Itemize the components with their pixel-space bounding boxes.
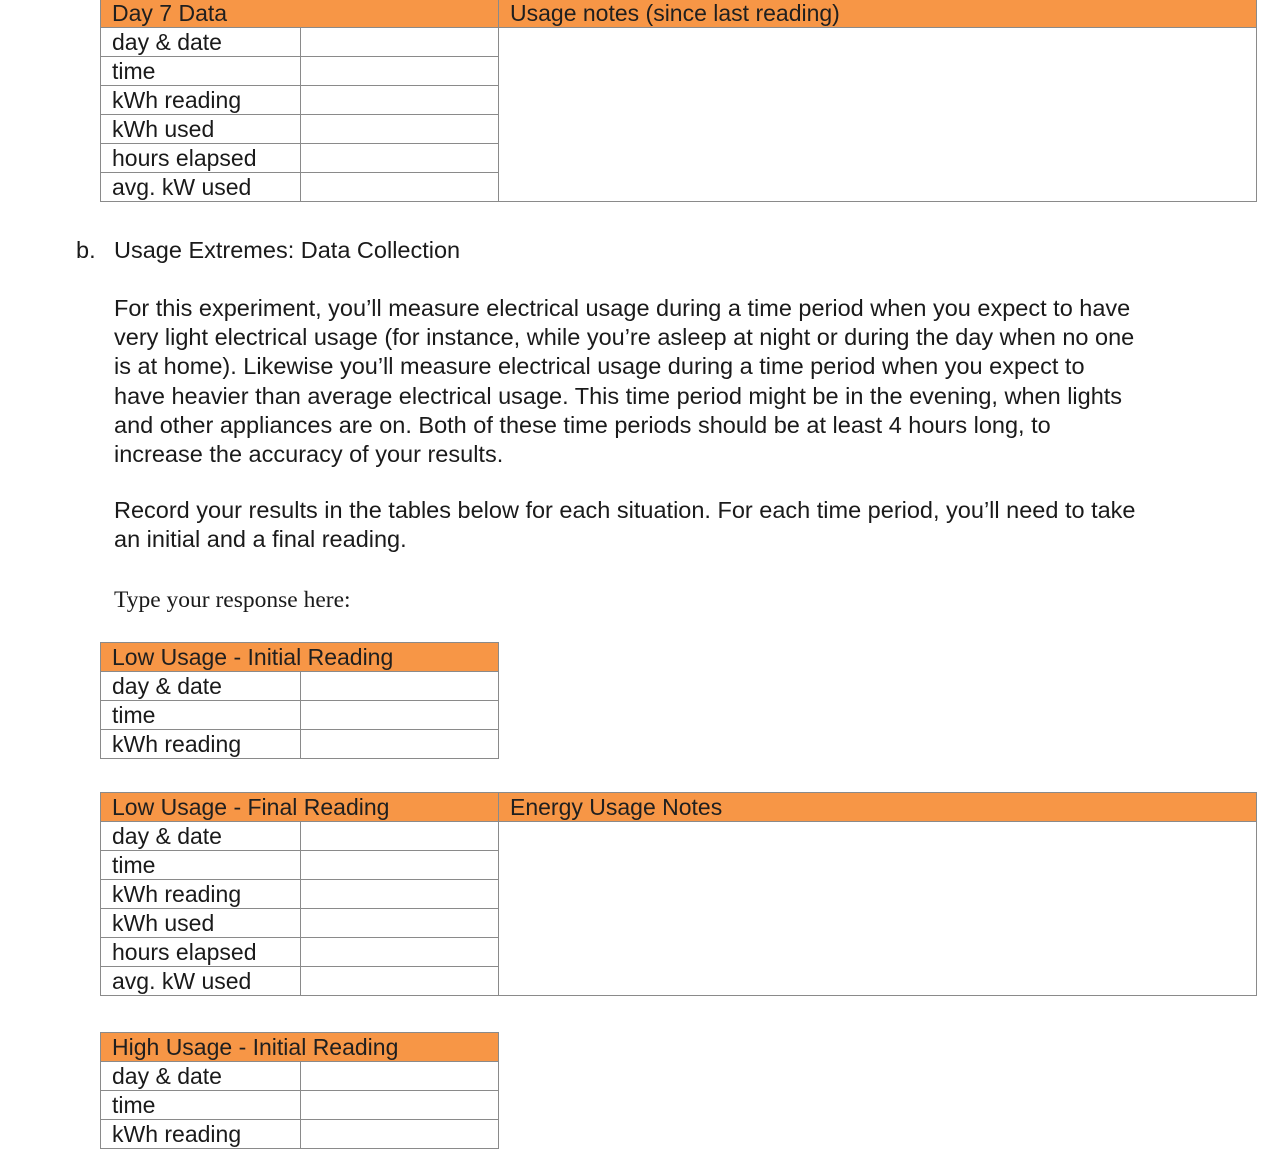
row-label: kWh reading: [101, 86, 301, 115]
value-cell[interactable]: [301, 1120, 499, 1149]
day7-data-table: [100, 0, 1257, 202]
value-cell[interactable]: [301, 173, 499, 202]
value-cell[interactable]: [301, 28, 499, 57]
row-label: kWh used: [101, 115, 301, 144]
value-cell[interactable]: [301, 86, 499, 115]
value-cell[interactable]: [301, 909, 499, 938]
row-label: day & date: [101, 1062, 301, 1091]
row-label: day & date: [101, 672, 301, 701]
value-cell[interactable]: [301, 880, 499, 909]
row-label: time: [101, 701, 301, 730]
instructions-paragraph: [114, 294, 1134, 469]
value-cell[interactable]: [301, 672, 499, 701]
value-cell[interactable]: [301, 1062, 499, 1091]
row-label: day & date: [101, 822, 301, 851]
low-final-table: [100, 792, 1257, 996]
value-cell[interactable]: [301, 1091, 499, 1120]
high-initial-header: High Usage - Initial Reading: [101, 1033, 499, 1062]
row-label: day & date: [101, 28, 301, 57]
high-initial-table: [100, 1032, 499, 1149]
section-heading: Usage Extremes: Data Collection: [114, 237, 461, 263]
energy-notes-cell[interactable]: [499, 822, 1257, 996]
row-label: kWh reading: [101, 1120, 301, 1149]
value-cell[interactable]: [301, 967, 499, 996]
text-line: an initial and a final reading.: [114, 526, 407, 553]
text-line: For this experiment, you’ll measure electrical usage during a time period when you expect to have: [114, 295, 1131, 321]
day7-notes-header: Usage notes (since last reading): [499, 0, 1257, 28]
row-label: hours elapsed: [101, 144, 301, 173]
row-label: kWh used: [101, 909, 301, 938]
row-label: time: [101, 1091, 301, 1120]
low-final-header: Low Usage - Final Reading: [101, 793, 499, 822]
section-marker: b.: [76, 237, 96, 263]
text-line: and other appliances are on. Both of these time periods should be at least 4 hours long, to: [114, 411, 1051, 438]
text-line: increase the accuracy of your results.: [114, 441, 504, 468]
value-cell[interactable]: [301, 115, 499, 144]
day7-table-header: Day 7 Data: [101, 0, 499, 28]
row-label: hours elapsed: [101, 938, 301, 967]
text-line: Record your results in the tables below for each situation. For each time period, you’ll need to take: [114, 497, 1136, 523]
row-label: time: [101, 57, 301, 86]
value-cell[interactable]: [301, 144, 499, 173]
value-cell[interactable]: [301, 938, 499, 967]
row-label: avg. kW used: [101, 967, 301, 996]
energy-notes-header: Energy Usage Notes: [499, 793, 1257, 822]
value-cell[interactable]: [301, 57, 499, 86]
text-line: very light electrical usage (for instance, while you’re asleep at night or during the day when no one: [114, 324, 1135, 351]
row-label: time: [101, 851, 301, 880]
value-cell[interactable]: [301, 822, 499, 851]
response-prompt[interactable]: Type your response here:: [114, 587, 351, 613]
record-paragraph: [114, 496, 1136, 554]
text-line: is at home). Likewise you’ll measure electrical usage during a time period when you expect to: [114, 353, 1085, 380]
row-label: kWh reading: [101, 880, 301, 909]
value-cell[interactable]: [301, 701, 499, 730]
low-initial-table: [100, 642, 499, 759]
low-initial-header: Low Usage - Initial Reading: [101, 643, 499, 672]
row-label: avg. kW used: [101, 173, 301, 202]
text-line: have heavier than average electrical usage. This time period might be in the evening, when lights: [114, 382, 1123, 409]
day7-notes-cell[interactable]: [499, 28, 1257, 202]
value-cell[interactable]: [301, 730, 499, 759]
row-label: kWh reading: [101, 730, 301, 759]
value-cell[interactable]: [301, 851, 499, 880]
